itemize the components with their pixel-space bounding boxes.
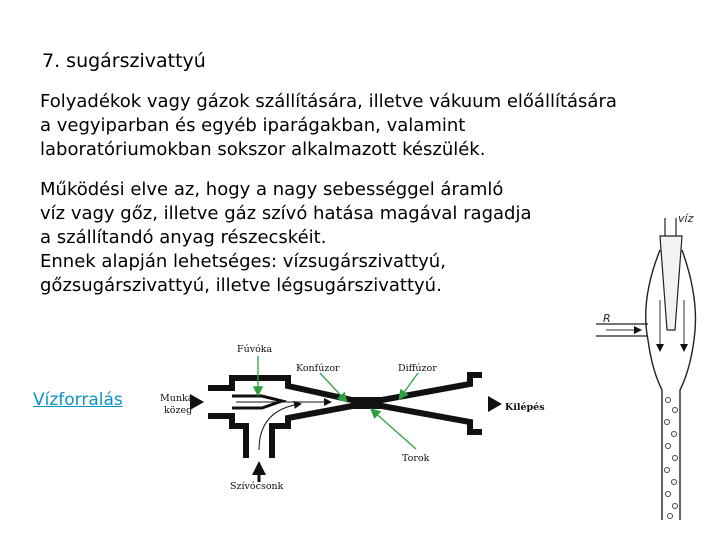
ejector-body-lower xyxy=(208,406,482,458)
intro-line: a vegyiparban és egyéb iparágakban, valamint xyxy=(40,115,466,136)
konfuzor-label: Konfúzor xyxy=(296,363,340,374)
r-label: R xyxy=(603,312,611,325)
torok-label: Torok xyxy=(402,453,430,464)
fuvoka-label: Fúvóka xyxy=(237,344,273,355)
principle-line: Ennek alapján lehetséges: vízsugárszivattyú, xyxy=(40,251,446,272)
outlet-arrow-icon xyxy=(488,396,502,412)
ejector-diagram xyxy=(160,344,545,492)
lab-pump-sketch xyxy=(596,212,696,520)
viz-label: víz xyxy=(678,212,694,225)
principle-line: Működési elve az, hogy a nagy sebességgel áramló xyxy=(40,179,504,200)
munkakozeg-label-1: Munka- xyxy=(160,393,197,404)
intro-line: Folyadékok vagy gázok szállítására, illetve vákuum előállítására xyxy=(40,91,617,112)
principle-line: víz vagy gőz, illetve gáz szívó hatása magával ragadja xyxy=(40,203,532,224)
munkakozeg-label-2: közeg xyxy=(164,405,193,416)
principle-line: gőzsugárszivattyú, illetve légsugárszivattyú. xyxy=(40,275,442,296)
diffuzor-label: Diffúzor xyxy=(398,363,437,374)
suction-arrow-icon xyxy=(252,461,266,475)
vizforralas-link[interactable]: Vízforralás xyxy=(33,390,123,410)
szivocsonk-label: Szívócsonk xyxy=(230,481,284,492)
slide-title: 7. sugárszivattyú xyxy=(42,50,206,72)
bubbles-pattern xyxy=(665,398,678,519)
principle-line: a szállítandó anyag részecskéit. xyxy=(40,227,327,248)
kilepes-label: Kilépés xyxy=(505,402,545,413)
intro-line: laboratóriumokban sokszor alkalmazott készülék. xyxy=(40,139,486,160)
